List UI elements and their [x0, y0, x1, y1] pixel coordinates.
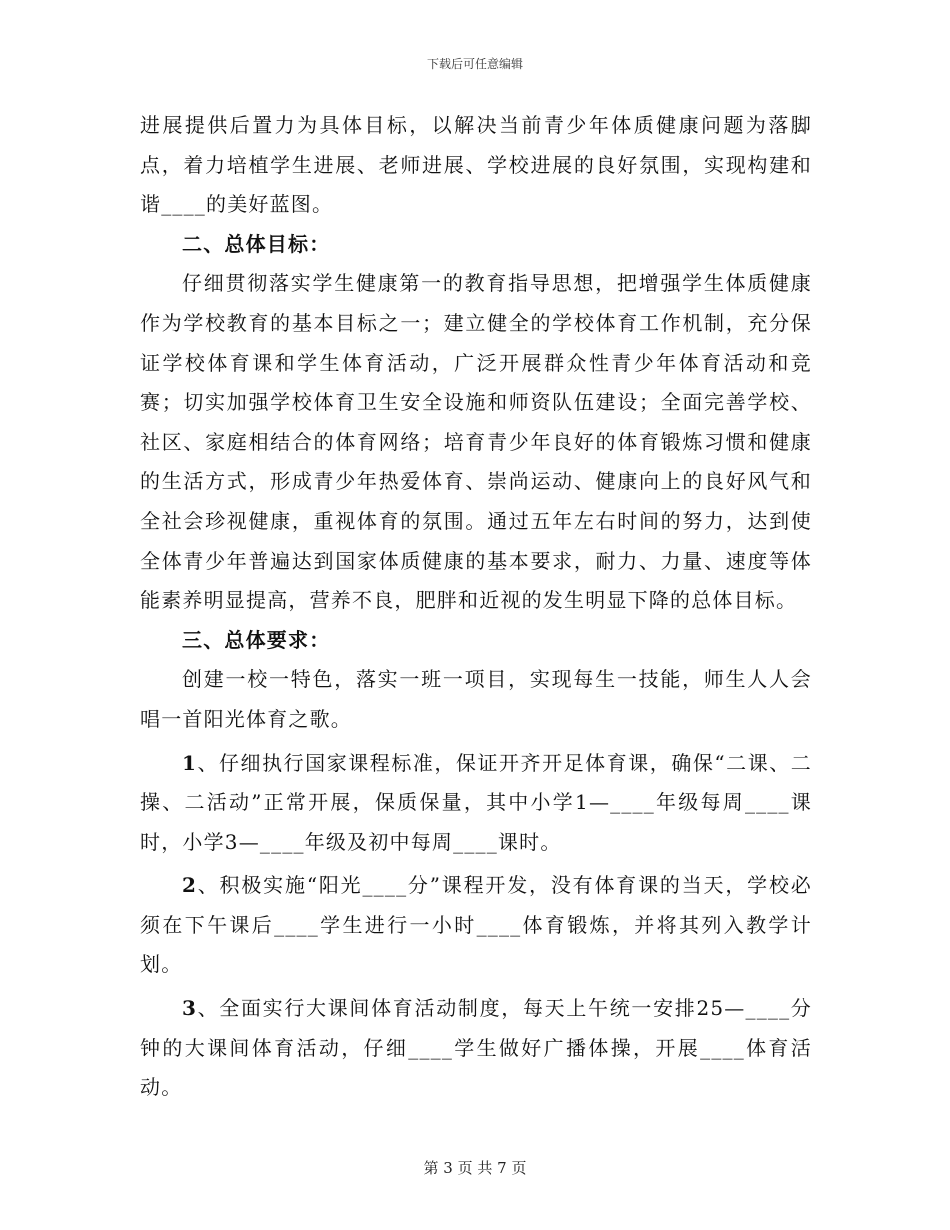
list-item-2 — [140, 866, 812, 985]
paragraph-intro: 进展提供后置力为具体目标，以解决当前青少年体质健康问题为落脚点，着力培植学生进展、老师进展、学校进展的良好氛围，实现构建和谐____的美好蓝图。 — [140, 113, 812, 217]
list-item-number: 1 — [182, 750, 198, 775]
list-item-1 — [140, 744, 812, 863]
page-number: 第 3 页 共 7 页 — [423, 1159, 527, 1177]
section-heading-overall-goal: 二、总体目标： — [182, 231, 331, 256]
list-item-text: 、积极实施“阳光____分”课程开发，没有体育课的当天，学校必须在下午课后____学生进行一小时____体育锻炼，并将其列入教学计划。 — [140, 873, 812, 977]
paragraph-overall-goal: 仔细贯彻落实学生健康第一的教育指导思想，把增强学生体质健康作为学校教育的基本目标之一；建立健全的学校体育工作机制，充分保证学校体育课和学生体育活动，广泛开展群众性青少年体育活动和竞赛；切实加强学校体育卫生安全设施和师资队伍建设；全面完善学校、社区、家庭相结合的体育网络；培育青少年良好的体育锻炼习惯和健康的生活方式，形成青少年热爱体育、崇尚运动、健康向上的良好风气和全社会珍视健康，重视体育的氛围。通过五年左右时间的努力，达到使全体青少年普遍达到国家体质健康的基本要求，耐力、力量、速度等体能素养明显提高，营养不良，肥胖和近视的发生明显下降的总体目标。 — [140, 271, 812, 613]
list-item-number: 2 — [182, 873, 198, 898]
section-heading-overall-requirements: 三、总体要求： — [182, 627, 331, 652]
list-item-text: 、全面实行大课间体育活动制度，每天上午统一安排25—____分钟的大课间体育活动，仔细____学生做好广播体操，开展____体育活动。 — [140, 996, 812, 1100]
header-note: 下载后可任意编辑 — [426, 57, 523, 71]
document-body — [140, 106, 812, 1108]
paragraph-requirements: 创建一校一特色，落实一班一项目，实现每生一技能，师生人人会唱一首阳光体育之歌。 — [140, 667, 812, 731]
list-item-3 — [140, 989, 812, 1108]
list-item-number: 3 — [182, 996, 198, 1021]
list-item-text: 、仔细执行国家课程标准，保证开齐开足体育课，确保“二课、二操、二活动”正常开展，保质保量，其中小学1—____年级每周____课时，小学3—____年级及初中每周____课时。 — [140, 750, 812, 854]
